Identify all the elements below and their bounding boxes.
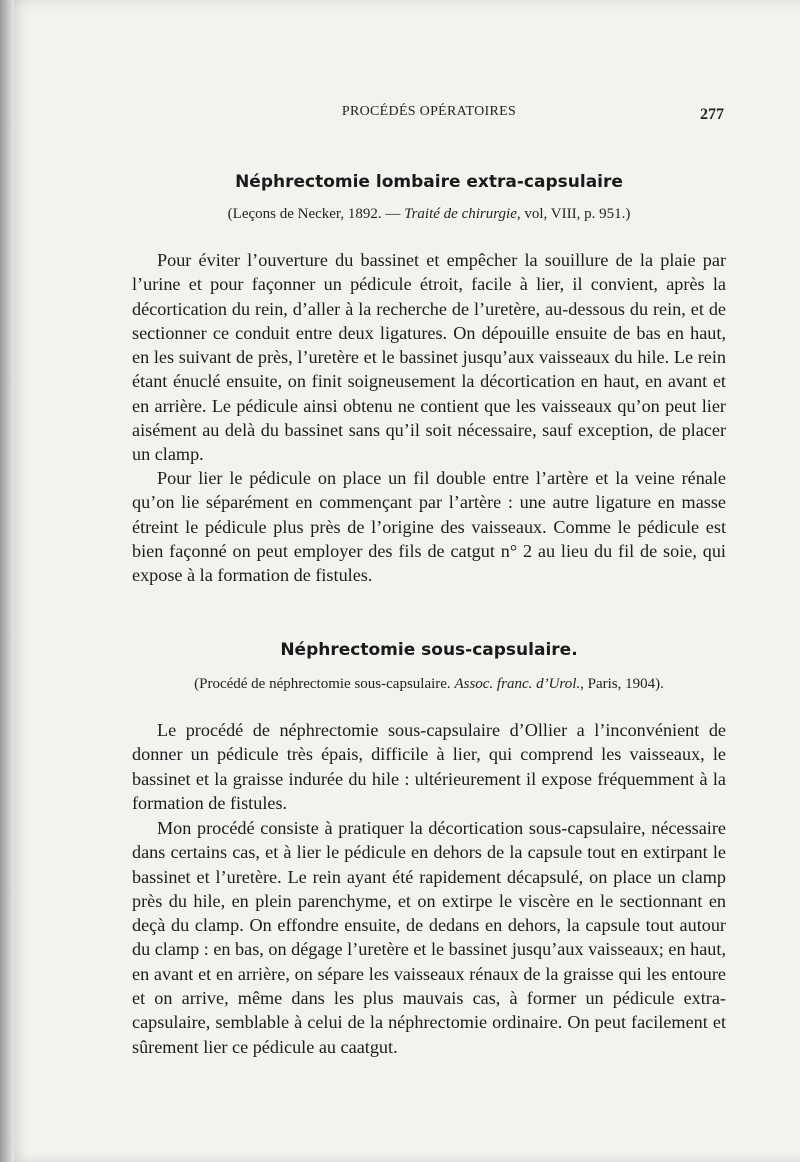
reference-text-end: , Paris, 1904). (580, 676, 664, 692)
page-gutter-shadow (0, 0, 14, 1162)
section-reference-lombaire (132, 206, 726, 223)
reference-italic: Assoc. franc. d’Urol. (454, 676, 581, 692)
reference-text: (Leçons de Necker, 1892. — (227, 206, 405, 222)
reference-italic: Traité de chirurgie (404, 206, 517, 222)
running-head (132, 104, 726, 126)
running-title: PROCÉDÉS OPÉRATOIRES (341, 104, 517, 119)
page-number: 277 (700, 106, 724, 123)
section-heading-lombaire: Néphrectomie lombaire extra-capsulaire (235, 172, 623, 192)
reference-text-end: , vol, VIII, p. 951.) (516, 206, 631, 222)
paragraph: Mon procédé consiste à pratiquer la décortication sous-capsulaire, nécessaire dans certains cas, et à lier le pédicule en dehors de la capsule tout en extirpant le bassinet et l’uretère. Le rein ayant été rapidement décapsulé, on place un clamp près du hile, en plein parenchyme, et on extirpe le viscère en le sectionnant en deçà du clamp. On effondre ensuite, de dedans en dehors, la capsule tout autour du clamp : en bas, on dégage l’uretère et le bassinet jusqu’aux vaisseaux; en haut, en avant et en arrière, on sépare les vaisseaux rénaux de la graisse qui les entoure et on arrive, même dans les plus mauvais cas, à former un pédicule extra-capsulaire, semblable à celui de la néphrectomie ordinaire. On peut facilement et sûrement lier ce pédicule au caatgut. (132, 818, 726, 1057)
paragraph: Pour lier le pédicule on place un fil double entre l’artère et la veine rénale qu’on lie séparément en commençant par l’artère : une autre ligature en masse étreint le pédicule plus près de l’origine des vaisseaux. Comme le pédicule est bien façonné on peut employer des fils de catgut n° 2 au lieu du fil de soie, qui expose à la formation de fistules. (132, 468, 726, 586)
paragraph: Le procédé de néphrectomie sous-capsulaire d’Ollier a l’inconvénient de donner un pédicule très épais, difficile à lier, qui comprend les vaisseaux, le bassinet et la graisse indurée du hile : ultérieurement il expose fréquemment à la formation de fistules. (132, 720, 726, 813)
section-heading-sous-capsulaire: Néphrectomie sous-capsulaire. (280, 640, 578, 660)
reference-text: (Procédé de néphrectomie sous-capsulaire. (194, 676, 455, 692)
section-reference-sous-capsulaire (132, 676, 726, 693)
paragraph: Pour éviter l’ouverture du bassinet et empêcher la souillure de la plaie par l’urine et pour façonner un pédicule étroit, facile à lier, il convient, après la décortication du rein, d’aller à la recherche de l’uretère, au-dessous du rein, et de sectionner ce conduit entre deux ligatures. On dépouille ensuite de bas en haut, en les suivant de près, l’uretère et le bassinet jusqu’aux vaisseaux du hile. Le rein étant énuclé ensuite, on finit soigneusement la décortication en haut, en avant et en arrière. Le pédicule ainsi obtenu ne contient que les vaisseaux qu’on peut lier aisément au delà du bassinet sans qu’il soit nécessaire, sauf exception, de placer un clamp. (132, 250, 726, 465)
